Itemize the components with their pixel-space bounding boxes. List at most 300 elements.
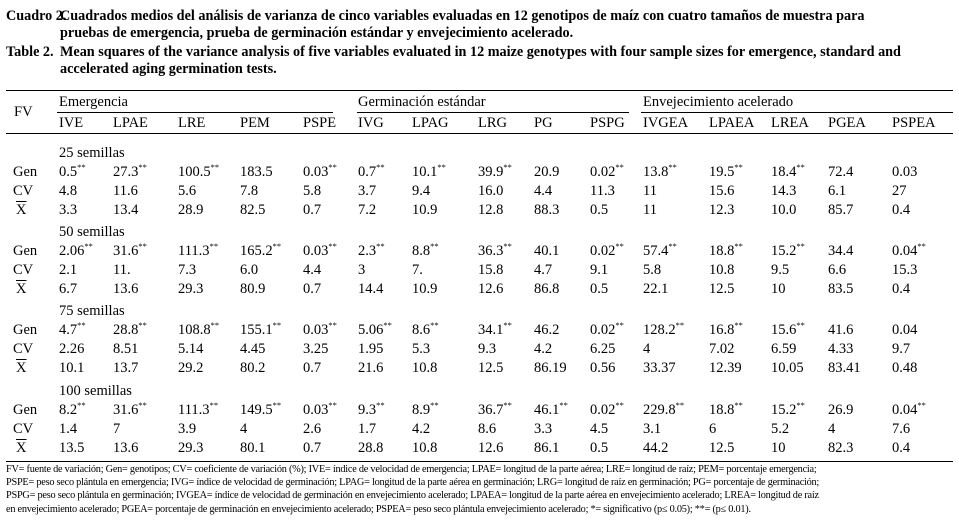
cell-value: 1.4	[59, 421, 78, 437]
table-cell	[709, 341, 734, 357]
table-cell	[178, 341, 203, 357]
cell-value: 9.3	[358, 402, 377, 418]
table-cell	[412, 421, 430, 437]
cell-value: 6.0	[240, 262, 259, 278]
cell-value: 0.5	[59, 164, 78, 180]
table-cell	[113, 360, 138, 376]
cell-value: 5.3	[412, 341, 431, 357]
table-cell	[892, 341, 910, 357]
significance-mark: **	[328, 241, 337, 251]
significance-mark: **	[138, 241, 147, 251]
table-cell	[358, 164, 385, 180]
table-cell	[892, 281, 910, 297]
cell-value: 12.5	[709, 281, 735, 297]
cell-value: 21.6	[358, 360, 384, 376]
table-cell	[709, 243, 743, 259]
cell-value: 5.14	[178, 341, 204, 357]
sample-size-label: 50 semillas	[59, 224, 125, 240]
table-cell	[412, 281, 437, 297]
significance-mark: **	[437, 162, 446, 172]
significance-mark: **	[917, 241, 926, 251]
table-cell	[240, 183, 258, 199]
table-cell	[59, 262, 77, 278]
group-header: Germinación estándar	[358, 94, 486, 110]
cell-value: 0.02	[590, 164, 616, 180]
significance-mark: **	[430, 320, 439, 330]
cell-value: 0.02	[590, 402, 616, 418]
table-cell	[478, 360, 503, 376]
cell-value: 85.7	[828, 202, 854, 218]
footnote-line: PSPG= peso seco plántula en germinación; IVGEA= índice de velocidad de germinación en envejecimiento acelerado; LPAEA= longitud de la parte aérea en envejecimiento acelerado; LREA= longitud de raíz	[6, 490, 819, 502]
cell-value: 4.5	[590, 421, 609, 437]
cell-value: 13.5	[59, 440, 85, 456]
table-cell	[478, 421, 496, 437]
table-cell	[358, 421, 376, 437]
cell-value: 0.4	[892, 440, 911, 456]
cell-value: 0.5	[590, 281, 609, 297]
cell-value: 15.2	[771, 243, 797, 259]
cell-value: 4.8	[59, 183, 78, 199]
table-cell	[240, 281, 265, 297]
table-cell	[534, 183, 552, 199]
cell-value: 6.25	[590, 341, 616, 357]
table-cell	[771, 402, 805, 418]
cell-value: 57.4	[643, 243, 669, 259]
significance-mark: **	[272, 241, 282, 251]
row-label: $\overline{X}$	[16, 440, 27, 456]
cell-value: 14.4	[358, 281, 384, 297]
table-cell	[412, 322, 439, 338]
cell-value: 8.2	[59, 402, 78, 418]
cell-value: 80.9	[240, 281, 266, 297]
cell-value: 11.	[113, 262, 131, 278]
table-cell	[892, 183, 907, 199]
table-cell	[828, 440, 853, 456]
table-cell	[240, 421, 247, 437]
cell-value: 16.0	[478, 183, 504, 199]
cell-value: 12.39	[709, 360, 742, 376]
cell-value: 41.6	[828, 322, 854, 338]
significance-mark: **	[503, 320, 512, 330]
row-label: Gen	[13, 243, 38, 259]
group-rule-envejecimiento	[641, 112, 953, 113]
significance-mark: **	[376, 162, 385, 172]
table-cell	[590, 164, 624, 180]
cell-value: 29.3	[178, 281, 204, 297]
significance-mark: **	[210, 320, 220, 330]
cell-value: 26.9	[828, 402, 854, 418]
cell-value: 86.1	[534, 440, 560, 456]
significance-mark: **	[668, 162, 677, 172]
table-cell	[590, 402, 624, 418]
table-cell	[478, 341, 496, 357]
cell-value: 20.9	[534, 164, 560, 180]
table-cell	[590, 360, 615, 376]
table-cell	[643, 262, 661, 278]
cell-value: 111.3	[178, 402, 210, 418]
table-cell	[303, 421, 321, 437]
cell-value: 6	[709, 421, 717, 437]
cell-value: 0.7	[303, 202, 322, 218]
table-cell	[534, 421, 552, 437]
cell-value: 2.06	[59, 243, 85, 259]
row-label: CV	[13, 421, 34, 437]
table-cell	[590, 440, 608, 456]
significance-mark: **	[138, 162, 147, 172]
table-cell	[303, 183, 321, 199]
cell-value: 33.37	[643, 360, 676, 376]
cell-value: 82.3	[828, 440, 854, 456]
cell-value: 40.1	[534, 243, 560, 259]
cell-value: 4.45	[240, 341, 266, 357]
cell-value: 14.3	[771, 183, 797, 199]
cell-value: 10	[771, 440, 786, 456]
table-cell	[709, 360, 742, 376]
cell-value: 111.3	[178, 243, 210, 259]
cell-value: 4.2	[412, 421, 431, 437]
table-cell	[358, 402, 385, 418]
significance-mark: **	[503, 162, 512, 172]
table-cell	[412, 402, 439, 418]
table-cell	[303, 262, 321, 278]
cell-value: 88.3	[534, 202, 560, 218]
cell-value: 18.8	[709, 243, 735, 259]
cell-value: 28.8	[358, 440, 384, 456]
cell-value: 0.4	[892, 202, 911, 218]
cell-value: 8.6	[478, 421, 497, 437]
cell-value: 34.4	[828, 243, 854, 259]
significance-mark: **	[796, 400, 805, 410]
table-cell	[178, 360, 203, 376]
table-cell	[828, 341, 853, 357]
cell-value: 28.8	[113, 322, 139, 338]
table-cell	[643, 243, 677, 259]
cell-value: 15.8	[478, 262, 504, 278]
cell-value: 80.2	[240, 360, 266, 376]
table-cell	[178, 164, 219, 180]
table-cell	[534, 322, 559, 338]
caption-en-number: Table 2.	[6, 44, 54, 60]
table-cell	[534, 243, 559, 259]
table-cell	[113, 183, 138, 199]
table-cell	[478, 440, 503, 456]
cell-value: 108.8	[178, 322, 211, 338]
cell-value: 7.02	[709, 341, 735, 357]
table-cell	[771, 164, 805, 180]
cell-value: 10.8	[709, 262, 735, 278]
table-cell	[358, 243, 385, 259]
table-cell	[590, 183, 615, 199]
cell-value: 15.6	[771, 322, 797, 338]
cell-value: 0.04	[892, 243, 918, 259]
cell-value: 10.1	[59, 360, 85, 376]
cell-value: 46.1	[534, 402, 560, 418]
significance-mark: **	[272, 400, 282, 410]
significance-mark: **	[503, 241, 512, 251]
cell-value: 13.4	[113, 202, 139, 218]
significance-mark: **	[209, 241, 219, 251]
table-cell	[828, 183, 846, 199]
table-cell	[240, 440, 265, 456]
column-header-lpaea: LPAEA	[709, 115, 755, 131]
row-label: Gen	[13, 164, 38, 180]
cell-value: 10.1	[412, 164, 438, 180]
cell-value: 6.1	[828, 183, 847, 199]
cell-value: 29.2	[178, 360, 204, 376]
cell-value: 44.2	[643, 440, 669, 456]
table-cell	[113, 202, 138, 218]
table-cell	[828, 243, 853, 259]
table-cell	[892, 421, 910, 437]
cell-value: 0.04	[892, 402, 918, 418]
table-cell	[771, 440, 786, 456]
cell-value: 7.8	[240, 183, 259, 199]
table-cell	[412, 164, 446, 180]
significance-mark: **	[668, 241, 677, 251]
cell-value: 11	[643, 183, 657, 199]
column-header-pspg: PSPG	[590, 115, 625, 131]
cell-value: 10.9	[412, 281, 438, 297]
row-label: CV	[13, 341, 34, 357]
cell-value: 3	[358, 262, 366, 278]
significance-mark: **	[734, 320, 743, 330]
table-cell	[59, 360, 84, 376]
table-cell	[240, 164, 273, 180]
table-cell	[412, 360, 437, 376]
table-cell	[59, 281, 77, 297]
table-cell	[709, 281, 734, 297]
footnote-line: en envejecimiento acelerado; PGEA= porcentaje de germinación en envejecimiento acelerado; PSPEA= peso seco plántula envejecimiento acelerado; *= significativo (p≤ 0.05); **= (p≤ 0.01).	[6, 503, 751, 515]
table-cell	[178, 281, 203, 297]
table-cell	[709, 164, 743, 180]
table-cell	[892, 202, 910, 218]
cell-value: 5.6	[178, 183, 197, 199]
cell-value: 31.6	[113, 243, 139, 259]
significance-mark: **	[328, 320, 337, 330]
table-cell	[534, 341, 552, 357]
table-cell	[828, 262, 846, 278]
cell-value: 4	[643, 341, 651, 357]
cell-value: 15.2	[771, 402, 797, 418]
cell-value: 19.5	[709, 164, 735, 180]
table-cell	[892, 440, 910, 456]
table-cell	[709, 421, 716, 437]
table-cell	[358, 281, 383, 297]
table-cell	[643, 421, 661, 437]
cell-value: 0.03	[303, 243, 329, 259]
cell-value: 8.8	[412, 243, 431, 259]
significance-mark: **	[796, 162, 805, 172]
table-cell	[534, 402, 568, 418]
significance-mark: **	[272, 320, 282, 330]
table-cell	[412, 202, 437, 218]
table-cell	[113, 262, 131, 278]
cell-value: 0.7	[303, 440, 322, 456]
significance-mark: **	[503, 400, 512, 410]
table-cell	[303, 281, 321, 297]
table-cell	[412, 341, 430, 357]
caption-es-number: Cuadro 2.	[6, 8, 67, 24]
table-cell	[178, 262, 196, 278]
table-cell	[828, 402, 853, 418]
cell-value: 3.3	[59, 202, 78, 218]
cell-value: 0.03	[892, 164, 918, 180]
cell-value: 72.4	[828, 164, 854, 180]
significance-mark: **	[734, 400, 743, 410]
cell-value: 82.5	[240, 202, 266, 218]
table-cell	[178, 402, 218, 418]
table-cell	[892, 322, 917, 338]
table-cell	[643, 360, 676, 376]
cell-value: 5.8	[303, 183, 322, 199]
table-cell	[643, 440, 668, 456]
cell-value: 83.5	[828, 281, 854, 297]
table-cell	[643, 202, 657, 218]
table-cell	[892, 360, 917, 376]
cell-value: 18.4	[771, 164, 797, 180]
table-cell	[828, 164, 853, 180]
cell-value: 10.05	[771, 360, 804, 376]
table-cell	[240, 360, 265, 376]
table-cell	[478, 243, 512, 259]
cell-value: 4.4	[534, 183, 553, 199]
cell-value: 5.8	[643, 262, 662, 278]
table-cell	[412, 183, 430, 199]
cell-value: 36.7	[478, 402, 504, 418]
column-header-lrea: LREA	[771, 115, 809, 131]
cell-value: 9.5	[771, 262, 790, 278]
table-cell	[771, 262, 789, 278]
cell-value: 7.	[412, 262, 423, 278]
table-cell	[178, 243, 218, 259]
sample-size-label: 25 semillas	[59, 145, 125, 161]
table-cell	[828, 421, 835, 437]
table-cell	[643, 341, 650, 357]
cell-value: 2.26	[59, 341, 85, 357]
cell-value: 4.7	[59, 322, 78, 338]
cell-value: 4	[828, 421, 836, 437]
cell-value: 0.02	[590, 322, 616, 338]
table-cell	[771, 360, 804, 376]
significance-mark: **	[77, 162, 86, 172]
cell-value: 155.1	[240, 322, 273, 338]
table-cell	[709, 183, 734, 199]
table-cell	[178, 202, 203, 218]
cell-value: 6.6	[828, 262, 847, 278]
significance-mark: **	[734, 162, 743, 172]
footnote-line: PSPE= peso seco plántula en emergencia; IVG= índice de velocidad de germinación; LPAG= longitud de la parte aérea en germinación; LRG= longitud de raíz en germinación; PG= porcentaje de germinación;	[6, 477, 820, 489]
group-header: Emergencia	[59, 94, 128, 110]
table-cell	[358, 360, 383, 376]
table-cell	[771, 421, 789, 437]
table-cell	[240, 243, 281, 259]
table-cell	[412, 243, 439, 259]
cell-value: 4.2	[534, 341, 553, 357]
cell-value: 1.7	[358, 421, 377, 437]
caption-es-text: Cuadrados medios del análisis de varianza de cinco variables evaluadas en 12 genotipos de maíz con cuatro tamaños de muestra para	[60, 8, 865, 24]
fv-header: FV	[14, 104, 33, 120]
table-cell	[534, 281, 559, 297]
cell-value: 11.3	[590, 183, 615, 199]
cell-value: 10.8	[412, 440, 438, 456]
table-cell	[303, 164, 337, 180]
table-cell	[892, 262, 917, 278]
cell-value: 10	[771, 281, 786, 297]
cell-value: 29.3	[178, 440, 204, 456]
table-cell	[412, 440, 437, 456]
table-cell	[643, 322, 684, 338]
cell-value: 183.5	[240, 164, 273, 180]
significance-mark: **	[328, 162, 337, 172]
table-cell	[303, 440, 321, 456]
cell-value: 39.9	[478, 164, 504, 180]
cell-value: 10.9	[412, 202, 438, 218]
cell-value: 0.5	[590, 440, 609, 456]
significance-mark: **	[796, 320, 805, 330]
cell-value: 46.2	[534, 322, 560, 338]
significance-mark: **	[210, 162, 220, 172]
cell-value: 0.5	[590, 202, 609, 218]
significance-mark: **	[383, 320, 392, 330]
significance-mark: **	[559, 400, 568, 410]
cell-value: 10.0	[771, 202, 797, 218]
cell-value: 3.25	[303, 341, 329, 357]
table-cell	[478, 202, 503, 218]
cell-value: 83.41	[828, 360, 861, 376]
table-cell	[534, 262, 552, 278]
table-cell	[709, 202, 734, 218]
cell-value: 128.2	[643, 322, 676, 338]
table-cell	[590, 281, 608, 297]
table-cell	[590, 421, 608, 437]
table-cell	[412, 262, 423, 278]
cell-value: 4.4	[303, 262, 322, 278]
table-cell	[59, 402, 86, 418]
cell-value: 12.5	[478, 360, 504, 376]
table-cell	[240, 202, 265, 218]
cell-value: 36.3	[478, 243, 504, 259]
table-cell	[59, 440, 84, 456]
table-cell	[771, 202, 796, 218]
cell-value: 10.8	[412, 360, 438, 376]
table-cell	[113, 164, 147, 180]
row-label: CV	[13, 183, 34, 199]
significance-mark: **	[430, 400, 439, 410]
cell-value: 8.51	[113, 341, 139, 357]
table-cell	[643, 164, 677, 180]
cell-value: 28.9	[178, 202, 204, 218]
table-cell	[892, 243, 926, 259]
table-cell	[59, 341, 84, 357]
table-cell	[358, 183, 376, 199]
significance-mark: **	[84, 241, 93, 251]
cell-value: 7.2	[358, 202, 377, 218]
table-cell	[709, 440, 734, 456]
table-cell	[178, 440, 203, 456]
table-footnote	[6, 463, 956, 516]
cell-value: 4.7	[534, 262, 553, 278]
cell-value: 11	[643, 202, 657, 218]
table-cell	[534, 440, 559, 456]
significance-mark: **	[138, 400, 147, 410]
cell-value: 22.1	[643, 281, 669, 297]
group-rule-emergencia	[57, 112, 333, 113]
cell-value: 13.8	[643, 164, 669, 180]
table-cell	[478, 322, 512, 338]
cell-value: 0.48	[892, 360, 918, 376]
table-cell	[113, 341, 138, 357]
table-cell	[771, 322, 805, 338]
